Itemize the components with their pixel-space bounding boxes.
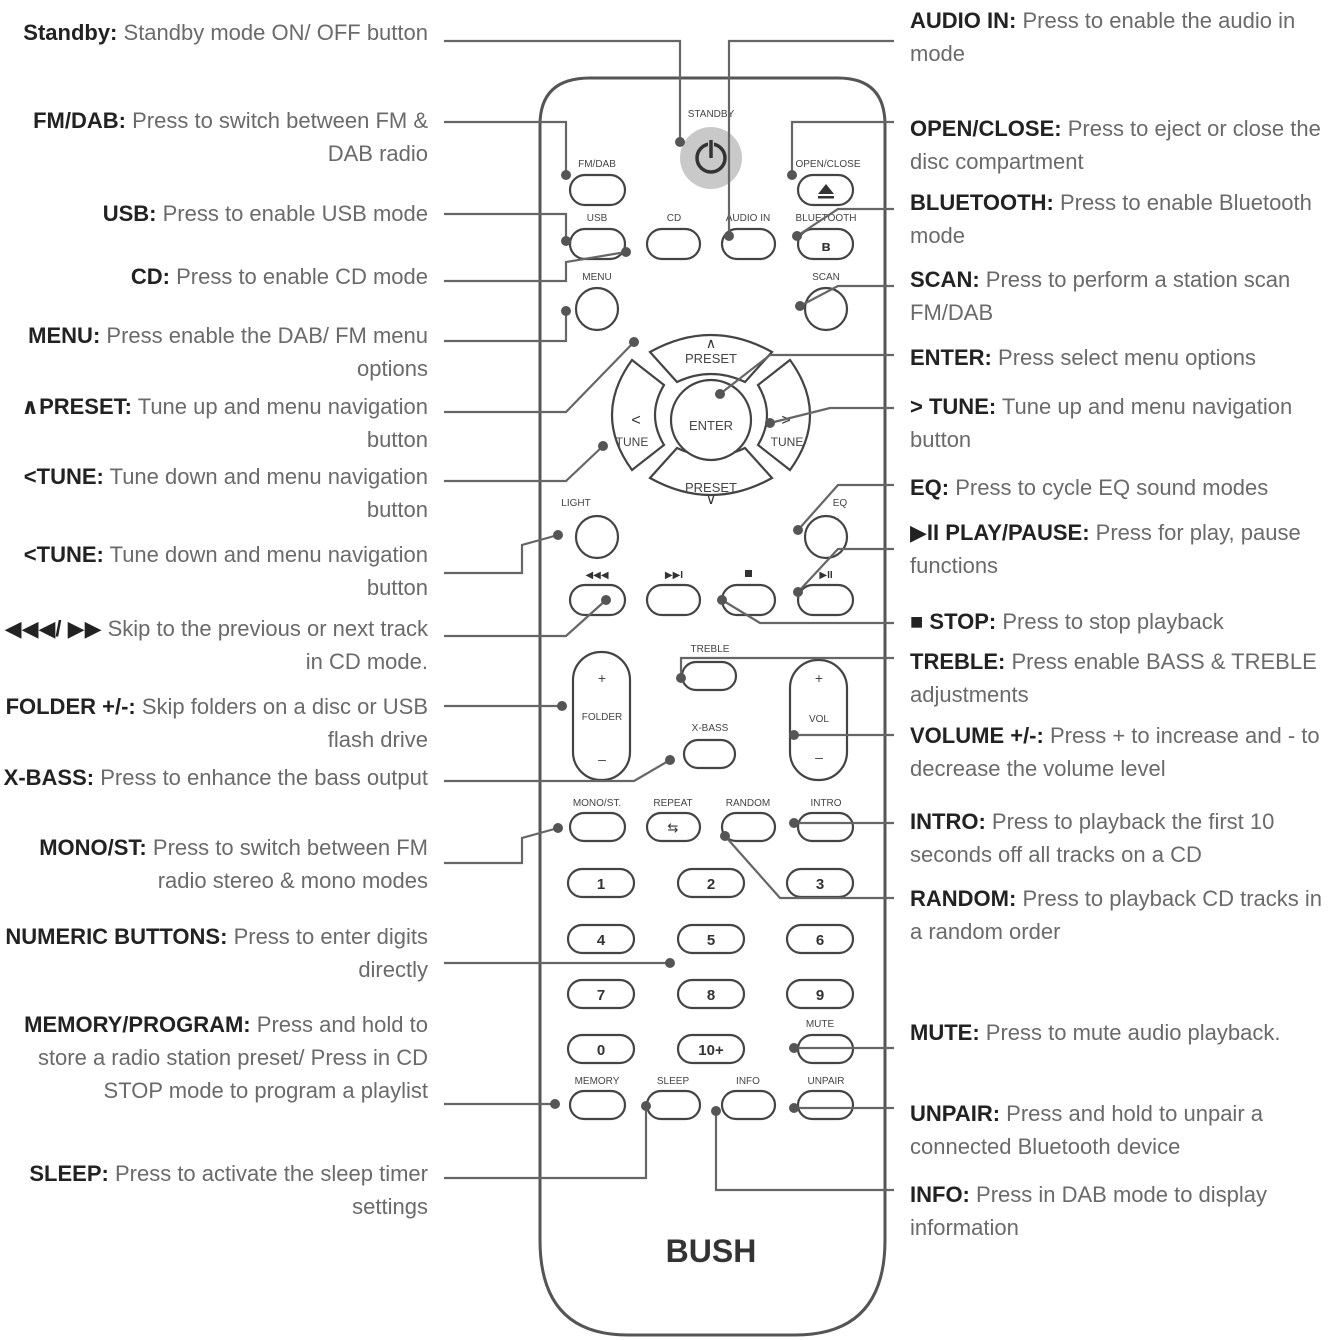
svg-text:2: 2 (706, 876, 716, 893)
svg-text:TREBLE: TREBLE (690, 644, 730, 655)
svg-text:+: + (597, 670, 607, 686)
svg-text:1: 1 (596, 876, 606, 893)
label-standby: Standby: Standby mode ON/ OFF button (23, 20, 428, 45)
label-cd: CD: Press to enable CD mode (130, 264, 428, 289)
svg-text:3: 3 (815, 876, 825, 893)
repeat-icon: ⇆ (667, 820, 679, 835)
svg-text:BLUETOOTH: BLUETOOTH (795, 213, 857, 224)
svg-text:–: – (815, 749, 823, 765)
label-fmdab: FM/DAB: Press to switch between FM & DAB radio (33, 108, 428, 166)
svg-text:OPEN/CLOSE: OPEN/CLOSE (795, 159, 861, 170)
playpause-button[interactable] (798, 585, 853, 615)
svg-text:MUTE: MUTE (805, 1019, 835, 1030)
info-button[interactable] (722, 1091, 775, 1119)
next-button[interactable] (647, 585, 700, 615)
brand-logo: BUSH (665, 1233, 757, 1269)
label-volume: VOLUME +/-: Press + to increase and - to decrease the volume level (910, 723, 1320, 781)
label-bluetooth: BLUETOOTH: Press to enable Bluetooth mode (910, 190, 1312, 248)
svg-text:REPEAT: REPEAT (653, 798, 693, 809)
label-tune-up: > TUNE: Tune up and menu navigation button (910, 394, 1293, 452)
svg-text:CD: CD (666, 213, 682, 224)
memory-button[interactable] (570, 1091, 625, 1119)
svg-text:TUNE: TUNE (615, 435, 649, 449)
svg-text:–: – (598, 751, 606, 767)
menu-button[interactable] (576, 288, 618, 330)
svg-text:PRESET: PRESET (684, 480, 738, 495)
label-random: RANDOM: Press to playback CD tracks in a random order (910, 886, 1322, 944)
svg-text:AUDIO IN: AUDIO IN (725, 213, 771, 224)
label-monost: MONO/ST: Press to switch between FM radio stereo & mono modes (39, 835, 428, 893)
svg-text:EQ: EQ (832, 498, 848, 509)
chevron-down-icon: ∨ (705, 491, 717, 507)
svg-text:X-BASS: X-BASS (691, 723, 729, 734)
svg-text:4: 4 (596, 932, 606, 949)
svg-text:MENU: MENU (582, 272, 612, 283)
fmdab-button[interactable] (570, 175, 625, 205)
stop-icon (745, 570, 752, 577)
svg-text:INTRO: INTRO (810, 798, 842, 809)
label-preset-up: ∧PRESET: Tune up and menu navigation button (21, 394, 428, 452)
svg-text:USB: USB (586, 213, 608, 224)
chevron-up-icon: ∧ (705, 335, 717, 351)
prev-icon: ◀◀◀ (585, 570, 609, 581)
svg-text:LIGHT: LIGHT (561, 498, 591, 509)
next-icon: ▶▶I (664, 570, 684, 581)
svg-text:10+: 10+ (698, 1042, 724, 1059)
chevron-left-icon: < (631, 412, 641, 429)
label-stop: ■ STOP: Press to stop playback (910, 609, 1224, 634)
label-memory: MEMORY/PROGRAM: Press and hold to store a radio station preset/ Press in CD STOP mode to program a playlist (24, 1012, 428, 1103)
svg-text:9: 9 (815, 987, 825, 1004)
svg-text:VOL: VOL (808, 714, 830, 725)
label-folder: FOLDER +/-: Skip folders on a disc or USB flash drive (5, 694, 428, 752)
svg-text:MONO/ST.: MONO/ST. (572, 798, 622, 809)
svg-text:STANDBY: STANDBY (687, 109, 735, 120)
cd-button[interactable] (647, 229, 700, 259)
label-menu: MENU: Press enable the DAB/ FM menu options (28, 323, 428, 381)
svg-text:8: 8 (706, 987, 716, 1004)
light-button[interactable] (576, 516, 618, 558)
svg-text:PRESET: PRESET (684, 351, 738, 366)
chevron-right-icon: > (781, 412, 791, 429)
sleep-button[interactable] (647, 1091, 700, 1119)
scan-button[interactable] (805, 288, 847, 330)
stop-button[interactable] (722, 585, 775, 615)
treble-button[interactable] (682, 662, 736, 690)
leader-dots (550, 137, 805, 1116)
random-button[interactable] (722, 813, 775, 841)
monost-button[interactable] (570, 813, 625, 841)
label-scan: SCAN: Press to perform a station scan FM/DAB (910, 267, 1291, 325)
label-intro: INTRO: Press to playback the first 10 seconds off all tracks on a CD (910, 809, 1275, 867)
svg-text:MEMORY: MEMORY (574, 1076, 620, 1087)
standby-button[interactable] (680, 109, 742, 189)
label-info: INFO: Press in DAB mode to display information (910, 1182, 1268, 1240)
svg-text:FM/DAB: FM/DAB (578, 159, 616, 170)
svg-text:SLEEP: SLEEP (656, 1076, 690, 1087)
label-treble: TREBLE: Press enable BASS & TREBLE adjustments (910, 649, 1317, 707)
label-sleep: SLEEP: Press to activate the sleep timer settings (29, 1161, 428, 1219)
prev-button[interactable] (570, 585, 625, 615)
intro-button[interactable] (798, 813, 853, 841)
svg-text:7: 7 (596, 987, 606, 1004)
label-audioin: AUDIO IN: Press to enable the audio in mode (910, 8, 1296, 66)
svg-text:UNPAIR: UNPAIR (807, 1076, 845, 1087)
playpause-icon: ▶II (819, 570, 833, 581)
label-mute: MUTE: Press to mute audio playback. (910, 1020, 1281, 1045)
svg-text:FOLDER: FOLDER (581, 712, 623, 723)
svg-text:TUNE: TUNE (770, 435, 804, 449)
svg-text:INFO: INFO (736, 1076, 760, 1087)
label-xbass: X-BASS: Press to enhance the bass output (3, 765, 428, 790)
unpair-button[interactable] (798, 1091, 853, 1119)
svg-text:0: 0 (596, 1042, 606, 1059)
label-openclose: OPEN/CLOSE: Press to eject or close the disc compartment (910, 116, 1321, 174)
label-usb: USB: Press to enable USB mode (102, 201, 428, 226)
svg-text:SCAN: SCAN (812, 272, 840, 283)
label-tune-down-2: <TUNE: Tune down and menu navigation button (23, 542, 428, 600)
label-eq: EQ: Press to cycle EQ sound modes (910, 475, 1269, 500)
svg-text:RANDOM: RANDOM (725, 798, 771, 809)
svg-text:+: + (814, 670, 824, 686)
label-enter: ENTER: Press select menu options (910, 345, 1257, 370)
eq-button[interactable] (805, 516, 847, 558)
label-tune-down-1: <TUNE: Tune down and menu navigation button (23, 464, 428, 522)
xbass-button[interactable] (684, 740, 735, 768)
label-skip: ◀◀◀/ ▶▶ Skip to the previous or next track in CD mode. (4, 616, 428, 674)
svg-text:ENTER: ENTER (688, 418, 734, 433)
label-numeric: NUMERIC BUTTONS: Press to enter digits directly (5, 924, 428, 982)
svg-text:5: 5 (706, 932, 716, 949)
label-playpause: ▶II PLAY/PAUSE: Press for play, pause functions (910, 520, 1301, 578)
label-unpair: UNPAIR: Press and hold to unpair a connected Bluetooth device (910, 1101, 1263, 1159)
bluetooth-icon: ʙ (821, 238, 831, 255)
svg-text:6: 6 (815, 932, 825, 949)
